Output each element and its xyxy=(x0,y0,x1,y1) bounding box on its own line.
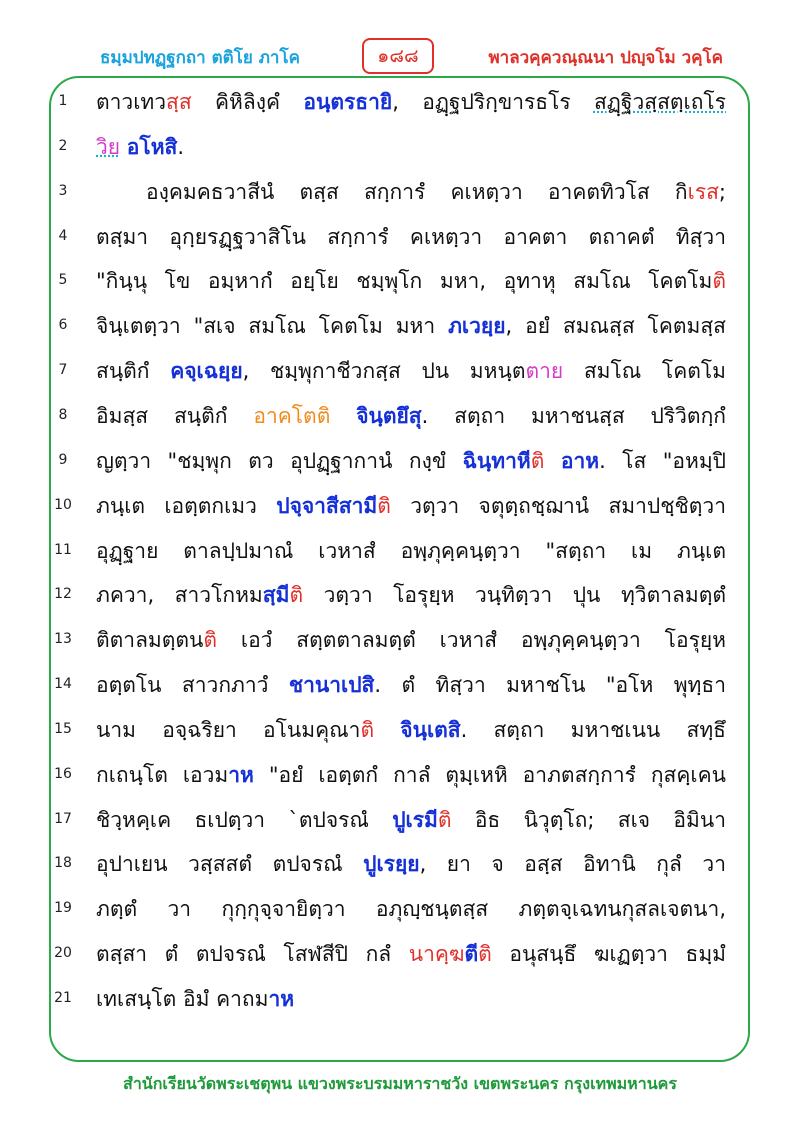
line-number: 12 xyxy=(54,586,72,603)
text-segment: "กินฺนุ โข อมฺหากํ อยฺโย ชมฺพุโก มหา, อุทาหุ สมโณ โคตโม xyxy=(96,269,713,294)
line-text xyxy=(96,127,726,167)
text-line xyxy=(0,755,800,795)
text-segment: สมโณ โคตโม xyxy=(563,359,726,384)
highlighted-word: ติ xyxy=(377,493,391,518)
line-text xyxy=(96,800,726,840)
text-line xyxy=(0,889,800,929)
text-line xyxy=(0,710,800,750)
text-segment: ตสฺสา ตํ ตปจรณํ โสฬสีปิ กลํ xyxy=(96,942,409,967)
text-segment: ติตาลมตฺตน xyxy=(96,628,204,653)
text-segment: , ชมฺพุกาชีวกสฺส ปน มหนฺต xyxy=(242,359,526,384)
highlighted-word: าห xyxy=(228,762,254,787)
line-number: 20 xyxy=(54,945,72,962)
highlighted-word: อาห xyxy=(560,448,600,473)
text-line xyxy=(0,127,800,167)
line-text xyxy=(96,261,726,301)
highlighted-word: ชานาเปสิ xyxy=(288,673,375,698)
text-segment: , อฏฺฐปริกฺขารธโร xyxy=(392,90,594,114)
line-number: 4 xyxy=(58,227,68,244)
line-text xyxy=(96,351,726,391)
text-segment: ภนฺเต เอตฺตกเมว xyxy=(96,493,277,518)
header-left-title: ธมฺมปทฏฺฐกถา ตติโย ภาโค xyxy=(100,48,300,68)
line-number: 3 xyxy=(58,182,68,199)
text-line xyxy=(0,979,800,1019)
text-segment: วตฺวา จตุตฺถชฺฌานํ สมาปชฺชิตฺวา xyxy=(390,493,726,518)
highlighted-word: ติ xyxy=(203,628,218,653)
line-number: 21 xyxy=(54,990,72,1006)
highlighted-word: คจฺเฉยฺย xyxy=(170,359,243,384)
line-text xyxy=(96,217,726,257)
text-segment xyxy=(544,449,560,473)
text-segment: เทเสนฺโต อิมํ คาถม xyxy=(96,987,269,1011)
text-segment: . สตฺถา มหาชเนน สทฺธึ xyxy=(460,717,726,742)
line-text xyxy=(96,531,726,571)
line-text xyxy=(96,934,726,974)
line-text xyxy=(96,575,726,615)
highlighted-word: อโหสิ xyxy=(126,134,178,159)
highlighted-word: ฉินฺทาหี xyxy=(462,448,531,473)
text-segment: . โส "อหมฺปิ xyxy=(599,448,726,473)
text-segment: จินฺเตตฺวา "สเจ สมโณ โคตโม มหา xyxy=(96,314,449,339)
highlighted-word: ติ xyxy=(712,269,726,294)
text-segment: ญตฺวา "ชมฺพุก ตว อุปฏฺฐากานํ กงฺขํ xyxy=(96,448,463,473)
line-number: 9 xyxy=(58,451,68,468)
text-segment: อิมสฺส สนฺติกํ xyxy=(96,403,254,428)
text-line xyxy=(0,396,800,436)
highlighted-word: ปูเรยฺย xyxy=(363,852,420,877)
line-number: 17 xyxy=(54,810,72,827)
line-number: 1 xyxy=(58,93,68,109)
text-segment: . ตํ ทิสฺวา มหาชโน "อโห พุทฺธา xyxy=(374,673,726,698)
text-segment: ตาวเทว xyxy=(96,90,167,114)
highlighted-word: เรส xyxy=(687,179,719,204)
text-line xyxy=(0,934,800,974)
line-number: 14 xyxy=(54,676,72,693)
line-number: 10 xyxy=(54,496,72,513)
text-segment: คิหิลิงฺคํ xyxy=(191,90,304,114)
text-segment: กเถนฺโต เอวม xyxy=(96,762,229,787)
line-number: 15 xyxy=(54,720,72,737)
highlighted-word: วิย xyxy=(96,134,121,159)
text-segment: นาม อจฺฉริยา อโนมคุณา xyxy=(96,717,361,742)
highlighted-word: ตี xyxy=(464,942,479,967)
text-segment: อิธ นิวุตฺโถ; สเจ อิมินา xyxy=(451,807,726,832)
line-text xyxy=(96,844,726,884)
text-line xyxy=(0,351,800,391)
highlighted-word: สฺมี xyxy=(262,583,290,608)
text-line xyxy=(0,217,800,257)
line-number: 13 xyxy=(54,631,72,648)
highlighted-word: ปจฺจาสีสามี xyxy=(276,493,378,518)
text-segment: วตฺวา โอรุยฺห วนฺทิตฺวา ปุน ทฺวิตาลมตฺตํ xyxy=(303,583,726,608)
text-segment xyxy=(330,404,356,428)
line-text xyxy=(96,710,726,750)
text-segment xyxy=(120,135,127,159)
text-segment: อุฏฺฐาย ตาลปฺปมาณํ เวหาสํ อพฺภุคฺคนฺตฺวา "สตฺถา เม ภนฺเต xyxy=(96,538,726,563)
line-text xyxy=(146,172,726,212)
text-line xyxy=(0,844,800,884)
highlighted-word: อาคโตติ xyxy=(253,403,331,428)
text-segment: , อยํ สมณสฺส โคตมสฺส xyxy=(505,314,726,339)
line-number: 6 xyxy=(58,317,68,334)
text-line xyxy=(0,486,800,526)
highlighted-word: อนฺตรธายิ xyxy=(303,90,393,114)
text-line xyxy=(0,531,800,571)
highlighted-word: จินฺเตสิ xyxy=(400,717,461,742)
line-text xyxy=(96,665,726,705)
text-segment: องฺคมคธวาสีนํ ตสฺส สกฺการํ คเหตฺวา อาคตทิวโส กิ xyxy=(146,179,688,204)
text-segment: . สตฺถา มหาชนสฺส ปริวิตกฺกํ xyxy=(421,403,726,428)
text-segment: เอวํ สตฺตตาลมตฺตํ เวหาสํ อพฺภุคฺคนฺตฺวา โอรุยฺห xyxy=(217,628,726,653)
line-text xyxy=(96,441,726,481)
text-line xyxy=(0,82,800,122)
line-text xyxy=(96,82,726,122)
text-segment: , ยา จ อสฺส อิทานิ กุลํ วา xyxy=(419,852,726,877)
line-text xyxy=(96,306,726,346)
text-line xyxy=(0,306,800,346)
text-segment: อุปาเยน วสฺสสตํ ตปจรณํ xyxy=(96,852,364,877)
line-text xyxy=(96,396,726,436)
highlighted-word: ติ xyxy=(437,807,452,832)
line-number: 18 xyxy=(54,855,72,872)
text-line xyxy=(0,575,800,615)
text-segment: . xyxy=(177,134,185,159)
text-segment: ภตฺตํ วา กุกฺกุจฺจายิตฺวา อภุญฺชนฺตสฺส ภตฺตจฺเฉทนกุสลเจตนา, xyxy=(96,897,726,922)
text-segment: ชิวฺหคฺเค ธเปตฺวา `ตปจรณํ xyxy=(96,807,393,832)
text-line xyxy=(0,441,800,481)
header-right-title: พาลวคฺควณฺณนา ปญฺจโม วคฺโค xyxy=(488,48,723,68)
highlighted-word: ติ xyxy=(478,942,492,967)
line-number: 19 xyxy=(54,900,72,917)
line-text xyxy=(96,620,726,660)
text-segment: อนุสนฺธึ ฆเฏตฺวา ธมฺมํ xyxy=(491,942,726,967)
highlighted-word: ตาย xyxy=(525,359,564,384)
highlighted-word: ติ xyxy=(289,583,304,608)
line-number: 5 xyxy=(58,272,68,289)
line-number: 2 xyxy=(58,137,68,154)
text-segment: สนฺติกํ xyxy=(96,359,171,384)
text-segment: ตสฺมา อุกฺยรฏฺฐวาสิโน สกฺการํ คเหตฺวา อาคตา ตถาคตํ ทิสฺวา xyxy=(96,224,726,249)
highlighted-word: ติ xyxy=(530,448,545,473)
highlighted-word: สฺส xyxy=(166,90,192,114)
page-number-badge: ๑๘๘ xyxy=(362,38,434,74)
highlighted-word: าห xyxy=(268,987,295,1011)
line-number: 11 xyxy=(54,541,72,558)
line-number: 7 xyxy=(58,362,68,379)
line-number: 16 xyxy=(54,765,72,782)
text-line xyxy=(0,261,800,301)
text-segment: ; xyxy=(718,179,726,204)
text-segment: "อยํ เอตฺตกํ กาลํ ตุมฺเหหิ อาภตสกฺการํ กุสคฺเคน xyxy=(253,762,726,787)
text-segment: ภควา, สาวโกหม xyxy=(96,583,263,608)
text-line xyxy=(0,620,800,660)
highlighted-word: ปูเรมี xyxy=(392,807,438,832)
line-number: 8 xyxy=(58,406,68,423)
line-text xyxy=(96,889,726,929)
highlighted-word: ติ xyxy=(360,717,375,742)
highlighted-word: นาคฺฆ xyxy=(408,942,465,967)
highlighted-word: จินฺตยึสุ xyxy=(356,403,422,428)
text-line xyxy=(0,172,800,212)
text-line xyxy=(0,665,800,705)
line-text xyxy=(96,979,726,1019)
line-text xyxy=(96,755,726,795)
line-text xyxy=(96,486,726,526)
text-segment: อตฺตโน สาวกภาวํ xyxy=(96,673,289,698)
highlighted-word: ภเวยฺย xyxy=(448,314,506,339)
text-segment xyxy=(374,718,400,742)
highlighted-word: สฏฺฐิวสฺสตฺเถโร xyxy=(593,90,726,114)
text-line xyxy=(0,800,800,840)
footer-text: สำนักเรียนวัดพระเชตุพน แขวงพระบรมมหาราชวัง เขตพระนคร กรุงเทพมหานคร xyxy=(123,1074,677,1093)
